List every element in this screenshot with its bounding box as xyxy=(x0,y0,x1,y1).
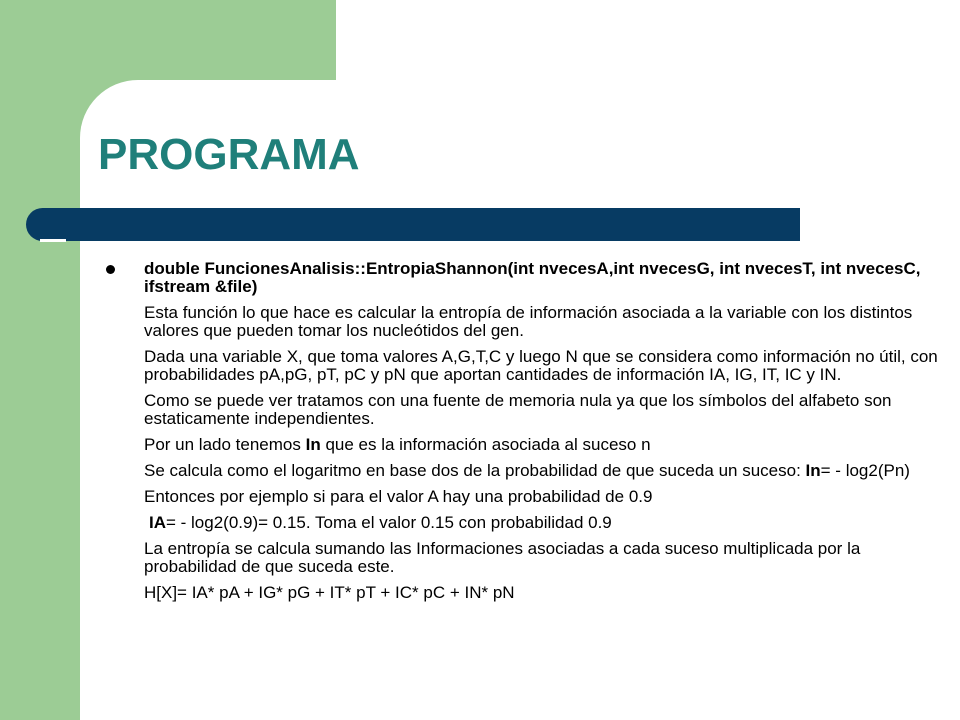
paragraph-8: La entropía se calcula sumando las Informaciones asociadas a cada suceso multiplicada por la probabilidad de que suceda este. xyxy=(144,539,861,576)
paragraph-4-pre: Por un lado tenemos xyxy=(144,435,306,454)
paragraph-5-pre: Se calcula como el logaritmo en base dos de la probabilidad de que suceda un suceso: xyxy=(144,461,806,480)
slide-body xyxy=(106,260,956,602)
paragraph-4-post: que es la información asociada al suceso n xyxy=(320,435,651,454)
paragraph-6: Entonces por ejemplo si para el valor A hay una probabilidad de 0.9 xyxy=(144,487,653,506)
paragraph-4-bold: In xyxy=(305,435,321,454)
slide-title: PROGRAMA xyxy=(98,130,360,179)
paragraph-7-post: = - log2(0.9)= 0.15. Toma el valor 0.15 con probabilidad 0.9 xyxy=(166,513,612,532)
paragraph-5 xyxy=(106,462,956,480)
title-underline-bar xyxy=(26,208,800,241)
paragraph-5-bold: In xyxy=(805,461,821,480)
paragraph-2: Dada una variable X, que toma valores A,G,T,C y luego N que se considera como información no útil, con probabilidades pA,pG, pT, pC y pN que aportan cantidades de información IA, IG, IT, IC y IN. xyxy=(144,347,938,384)
left-green-band xyxy=(0,0,80,720)
bar-accent-line xyxy=(40,239,66,242)
bullet-dot-icon xyxy=(106,265,115,274)
paragraph-3: Como se puede ver tratamos con una fuente de memoria nula ya que los símbolos del alfabeto son estaticamente independientes. xyxy=(144,391,892,428)
bullet-item xyxy=(106,260,956,296)
paragraph-5-post: = - log2(Pn) xyxy=(820,461,910,480)
paragraph-7 xyxy=(106,514,956,532)
function-signature: double FuncionesAnalisis::EntropiaShannon(int nvecesA,int nvecesG, int nvecesT, int nvecesC, ifstream &file) xyxy=(144,259,921,296)
entropy-formula: H[X]= IA* pA + IG* pG + IT* pT + IC* pC + IN* pN xyxy=(144,583,515,602)
paragraph-1: Esta función lo que hace es calcular la entropía de información asociada a la variable con los distintos valores que pueden tomar los nucleótidos del gen. xyxy=(144,303,913,340)
paragraph-4 xyxy=(106,436,956,454)
paragraph-7-bold: IA xyxy=(149,513,166,532)
